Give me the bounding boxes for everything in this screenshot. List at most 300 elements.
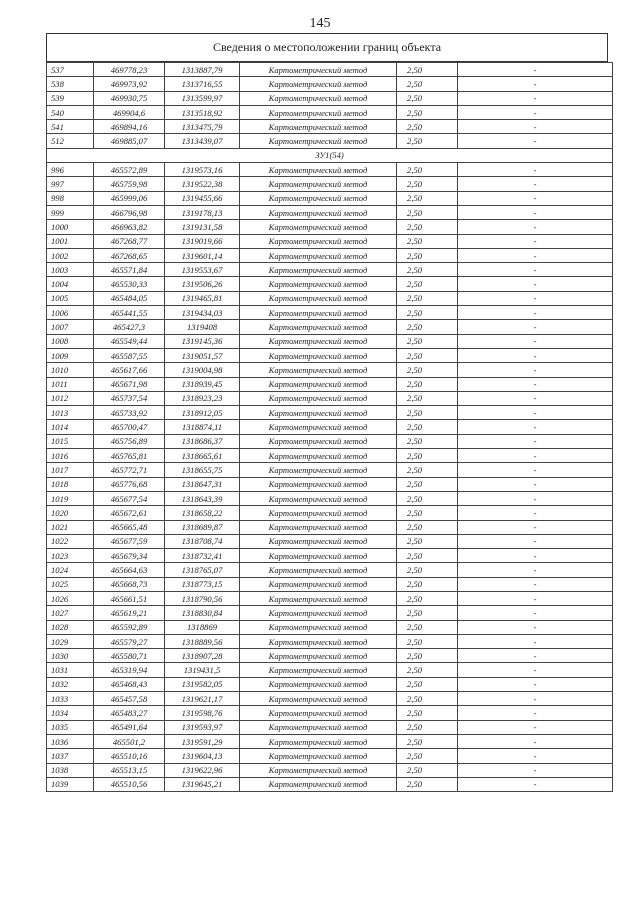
table-row <box>47 363 613 377</box>
description: - <box>458 720 613 734</box>
table-body <box>47 63 613 792</box>
description: - <box>458 491 613 505</box>
table-row <box>47 434 613 448</box>
point-number: 1028 <box>47 620 94 634</box>
table-row <box>47 663 613 677</box>
accuracy: 2,50 <box>397 506 458 520</box>
accuracy: 2,50 <box>397 291 458 305</box>
point-number: 1025 <box>47 577 94 591</box>
point-number: 1031 <box>47 663 94 677</box>
method: Картометрический метод <box>240 277 397 291</box>
coord-x: 465772,71 <box>94 463 165 477</box>
coord-y: 1318708,74 <box>165 534 240 548</box>
coord-y: 1319506,26 <box>165 277 240 291</box>
coord-x: 465661,51 <box>94 591 165 605</box>
description: - <box>458 120 613 134</box>
point-number: 1011 <box>47 377 94 391</box>
coord-y: 1319604,13 <box>165 749 240 763</box>
table-row <box>47 706 613 720</box>
table-row <box>47 234 613 248</box>
method: Картометрический метод <box>240 763 397 777</box>
method: Картометрический метод <box>240 234 397 248</box>
description: - <box>458 277 613 291</box>
method: Картометрический метод <box>240 449 397 463</box>
coord-x: 465491,64 <box>94 720 165 734</box>
point-number: 1004 <box>47 277 94 291</box>
table-row <box>47 734 613 748</box>
description: - <box>458 520 613 534</box>
point-number: 1016 <box>47 449 94 463</box>
method: Картометрический метод <box>240 406 397 420</box>
coord-y: 1318790,56 <box>165 591 240 605</box>
description: - <box>458 434 613 448</box>
coord-y: 1318686,37 <box>165 434 240 448</box>
coord-x: 469894,16 <box>94 120 165 134</box>
description: - <box>458 363 613 377</box>
method: Картометрический метод <box>240 534 397 548</box>
point-number: 1023 <box>47 549 94 563</box>
coord-y: 1319408 <box>165 320 240 334</box>
table-row <box>47 577 613 591</box>
method: Картометрический метод <box>240 105 397 119</box>
coord-x: 465619,21 <box>94 606 165 620</box>
point-number: 537 <box>47 63 94 77</box>
accuracy: 2,50 <box>397 377 458 391</box>
coord-y: 1319553,67 <box>165 263 240 277</box>
coord-x: 465468,43 <box>94 677 165 691</box>
table-row <box>47 777 613 791</box>
point-number: 1017 <box>47 463 94 477</box>
coord-y: 1319434,03 <box>165 306 240 320</box>
accuracy: 2,50 <box>397 649 458 663</box>
coord-y: 1319131,58 <box>165 220 240 234</box>
accuracy: 2,50 <box>397 591 458 605</box>
accuracy: 2,50 <box>397 348 458 362</box>
description: - <box>458 734 613 748</box>
table-row <box>47 491 613 505</box>
table-row <box>47 463 613 477</box>
table-row <box>47 406 613 420</box>
method: Картометрический метод <box>240 549 397 563</box>
description: - <box>458 606 613 620</box>
accuracy: 2,50 <box>397 420 458 434</box>
coord-x: 465501,2 <box>94 734 165 748</box>
accuracy: 2,50 <box>397 491 458 505</box>
method: Картометрический метод <box>240 263 397 277</box>
coord-y: 1318655,75 <box>165 463 240 477</box>
table-row <box>47 649 613 663</box>
description: - <box>458 177 613 191</box>
page-number: 145 <box>309 16 331 31</box>
table-row <box>47 620 613 634</box>
description: - <box>458 220 613 234</box>
coord-y: 1319591,29 <box>165 734 240 748</box>
coord-x: 465664,63 <box>94 563 165 577</box>
accuracy: 2,50 <box>397 63 458 77</box>
description: - <box>458 749 613 763</box>
coord-x: 465665,48 <box>94 520 165 534</box>
accuracy: 2,50 <box>397 577 458 591</box>
description: - <box>458 377 613 391</box>
accuracy: 2,50 <box>397 205 458 219</box>
section-label: ЗУ1(54) <box>47 148 613 162</box>
description: - <box>458 620 613 634</box>
coord-y: 1313475,79 <box>165 120 240 134</box>
coord-y: 1319019,66 <box>165 234 240 248</box>
accuracy: 2,50 <box>397 363 458 377</box>
accuracy: 2,50 <box>397 406 458 420</box>
point-number: 1000 <box>47 220 94 234</box>
table-row <box>47 534 613 548</box>
accuracy: 2,50 <box>397 692 458 706</box>
description: - <box>458 191 613 205</box>
point-number: 512 <box>47 134 94 148</box>
table-row <box>47 163 613 177</box>
coord-x: 465319,94 <box>94 663 165 677</box>
coord-y: 1319573,16 <box>165 163 240 177</box>
description: - <box>458 105 613 119</box>
accuracy: 2,50 <box>397 606 458 620</box>
coord-x: 465677,59 <box>94 534 165 548</box>
accuracy: 2,50 <box>397 263 458 277</box>
table-row <box>47 449 613 463</box>
method: Картометрический метод <box>240 706 397 720</box>
accuracy: 2,50 <box>397 763 458 777</box>
description: - <box>458 677 613 691</box>
point-number: 1002 <box>47 248 94 262</box>
accuracy: 2,50 <box>397 449 458 463</box>
method: Картометрический метод <box>240 91 397 105</box>
method: Картометрический метод <box>240 191 397 205</box>
coord-y: 1313887,79 <box>165 63 240 77</box>
accuracy: 2,50 <box>397 248 458 262</box>
point-number: 540 <box>47 105 94 119</box>
table-row <box>47 420 613 434</box>
method: Картометрический метод <box>240 291 397 305</box>
coordinates-table <box>46 62 613 792</box>
method: Картометрический метод <box>240 377 397 391</box>
method: Картометрический метод <box>240 677 397 691</box>
coord-y: 1313518,92 <box>165 105 240 119</box>
method: Картометрический метод <box>240 720 397 734</box>
table-row <box>47 291 613 305</box>
description: - <box>458 348 613 362</box>
point-number: 538 <box>47 77 94 91</box>
method: Картометрический метод <box>240 734 397 748</box>
table-row <box>47 177 613 191</box>
coord-y: 1319598,76 <box>165 706 240 720</box>
coord-x: 465733,92 <box>94 406 165 420</box>
coord-y: 1319593,97 <box>165 720 240 734</box>
table-row <box>47 334 613 348</box>
accuracy: 2,50 <box>397 777 458 791</box>
point-number: 1038 <box>47 763 94 777</box>
point-number: 1007 <box>47 320 94 334</box>
method: Картометрический метод <box>240 491 397 505</box>
coord-x: 465756,89 <box>94 434 165 448</box>
method: Картометрический метод <box>240 391 397 405</box>
description: - <box>458 391 613 405</box>
point-number: 1022 <box>47 534 94 548</box>
table-row <box>47 720 613 734</box>
coord-y: 1318889,56 <box>165 634 240 648</box>
coord-x: 465671,98 <box>94 377 165 391</box>
method: Картометрический метод <box>240 634 397 648</box>
accuracy: 2,50 <box>397 477 458 491</box>
table-row <box>47 205 613 219</box>
table-row <box>47 563 613 577</box>
description: - <box>458 534 613 548</box>
coord-y: 1319145,36 <box>165 334 240 348</box>
coord-x: 465530,33 <box>94 277 165 291</box>
accuracy: 2,50 <box>397 191 458 205</box>
accuracy: 2,50 <box>397 634 458 648</box>
accuracy: 2,50 <box>397 463 458 477</box>
coord-y: 1319582,05 <box>165 677 240 691</box>
table-row <box>47 763 613 777</box>
point-number: 1009 <box>47 348 94 362</box>
accuracy: 2,50 <box>397 320 458 334</box>
description: - <box>458 649 613 663</box>
coord-x: 467268,77 <box>94 234 165 248</box>
point-number: 997 <box>47 177 94 191</box>
description: - <box>458 777 613 791</box>
table-row <box>47 134 613 148</box>
coord-y: 1318732,41 <box>165 549 240 563</box>
accuracy: 2,50 <box>397 177 458 191</box>
description: - <box>458 248 613 262</box>
coord-y: 1318907,28 <box>165 649 240 663</box>
method: Картометрический метод <box>240 120 397 134</box>
point-number: 998 <box>47 191 94 205</box>
coord-x: 465484,05 <box>94 291 165 305</box>
description: - <box>458 205 613 219</box>
accuracy: 2,50 <box>397 391 458 405</box>
method: Картометрический метод <box>240 63 397 77</box>
method: Картометрический метод <box>240 434 397 448</box>
description: - <box>458 406 613 420</box>
section-row <box>47 148 613 162</box>
coord-y: 1319455,66 <box>165 191 240 205</box>
description: - <box>458 463 613 477</box>
coord-y: 1318689,87 <box>165 520 240 534</box>
table-row <box>47 248 613 262</box>
point-number: 1036 <box>47 734 94 748</box>
accuracy: 2,50 <box>397 663 458 677</box>
table-row <box>47 105 613 119</box>
accuracy: 2,50 <box>397 220 458 234</box>
point-number: 1014 <box>47 420 94 434</box>
coord-x: 465617,66 <box>94 363 165 377</box>
coord-x: 469973,92 <box>94 77 165 91</box>
coord-x: 465580,71 <box>94 649 165 663</box>
point-number: 996 <box>47 163 94 177</box>
coord-x: 466796,98 <box>94 205 165 219</box>
coord-y: 1319601,14 <box>165 248 240 262</box>
description: - <box>458 91 613 105</box>
table-row <box>47 320 613 334</box>
table-row <box>47 63 613 77</box>
coord-x: 465759,98 <box>94 177 165 191</box>
point-number: 1020 <box>47 506 94 520</box>
coord-y: 1319051,57 <box>165 348 240 362</box>
table-row <box>47 506 613 520</box>
coord-y: 1318939,45 <box>165 377 240 391</box>
table-row <box>47 191 613 205</box>
point-number: 1027 <box>47 606 94 620</box>
accuracy: 2,50 <box>397 706 458 720</box>
method: Картометрический метод <box>240 606 397 620</box>
coord-y: 1318643,39 <box>165 491 240 505</box>
description: - <box>458 420 613 434</box>
accuracy: 2,50 <box>397 720 458 734</box>
table-row <box>47 549 613 563</box>
description: - <box>458 63 613 77</box>
point-number: 1010 <box>47 363 94 377</box>
accuracy: 2,50 <box>397 91 458 105</box>
coord-x: 465572,89 <box>94 163 165 177</box>
coord-y: 1318923,23 <box>165 391 240 405</box>
point-number: 1039 <box>47 777 94 791</box>
coord-y: 1318912,05 <box>165 406 240 420</box>
description: - <box>458 549 613 563</box>
coord-x: 469904,6 <box>94 105 165 119</box>
point-number: 1021 <box>47 520 94 534</box>
point-number: 1015 <box>47 434 94 448</box>
table-row <box>47 520 613 534</box>
coord-x: 465737,54 <box>94 391 165 405</box>
coord-x: 465668,73 <box>94 577 165 591</box>
table-row <box>47 306 613 320</box>
accuracy: 2,50 <box>397 563 458 577</box>
description: - <box>458 577 613 591</box>
table-row <box>47 377 613 391</box>
accuracy: 2,50 <box>397 549 458 563</box>
table-row <box>47 591 613 605</box>
table-row <box>47 749 613 763</box>
point-number: 1018 <box>47 477 94 491</box>
description: - <box>458 634 613 648</box>
coord-y: 1313599,97 <box>165 91 240 105</box>
coord-y: 1319522,38 <box>165 177 240 191</box>
accuracy: 2,50 <box>397 277 458 291</box>
accuracy: 2,50 <box>397 734 458 748</box>
coord-y: 1319622,96 <box>165 763 240 777</box>
coord-x: 465999,06 <box>94 191 165 205</box>
coord-x: 465441,55 <box>94 306 165 320</box>
point-number: 1030 <box>47 649 94 663</box>
method: Картометрический метод <box>240 477 397 491</box>
description: - <box>458 263 613 277</box>
point-number: 1029 <box>47 634 94 648</box>
coord-x: 465510,56 <box>94 777 165 791</box>
point-number: 1005 <box>47 291 94 305</box>
point-number: 999 <box>47 205 94 219</box>
point-number: 539 <box>47 91 94 105</box>
accuracy: 2,50 <box>397 434 458 448</box>
coord-x: 465513,15 <box>94 763 165 777</box>
coord-y: 1318830,84 <box>165 606 240 620</box>
accuracy: 2,50 <box>397 77 458 91</box>
description: - <box>458 163 613 177</box>
coord-y: 1319621,17 <box>165 692 240 706</box>
coord-x: 469885,07 <box>94 134 165 148</box>
method: Картометрический метод <box>240 248 397 262</box>
coord-y: 1313716,55 <box>165 77 240 91</box>
coord-x: 469930,75 <box>94 91 165 105</box>
method: Картометрический метод <box>240 506 397 520</box>
method: Картометрический метод <box>240 220 397 234</box>
coord-y: 1318647,31 <box>165 477 240 491</box>
description: - <box>458 306 613 320</box>
description: - <box>458 591 613 605</box>
table-header: Сведения о местоположении границ объекта <box>46 33 608 62</box>
method: Картометрический метод <box>240 420 397 434</box>
point-number: 1035 <box>47 720 94 734</box>
coord-x: 465457,58 <box>94 692 165 706</box>
description: - <box>458 234 613 248</box>
point-number: 1001 <box>47 234 94 248</box>
coord-x: 466963,82 <box>94 220 165 234</box>
method: Картометрический метод <box>240 205 397 219</box>
coord-x: 465592,89 <box>94 620 165 634</box>
method: Картометрический метод <box>240 348 397 362</box>
method: Картометрический метод <box>240 663 397 677</box>
accuracy: 2,50 <box>397 749 458 763</box>
description: - <box>458 506 613 520</box>
table-row <box>47 692 613 706</box>
table-row <box>47 477 613 491</box>
coord-x: 465672,61 <box>94 506 165 520</box>
accuracy: 2,50 <box>397 134 458 148</box>
method: Картометрический метод <box>240 77 397 91</box>
point-number: 1003 <box>47 263 94 277</box>
coord-x: 469778,23 <box>94 63 165 77</box>
point-number: 1033 <box>47 692 94 706</box>
description: - <box>458 77 613 91</box>
coord-y: 1318773,15 <box>165 577 240 591</box>
coord-y: 1319645,21 <box>165 777 240 791</box>
description: - <box>458 763 613 777</box>
table-row <box>47 606 613 620</box>
accuracy: 2,50 <box>397 677 458 691</box>
coord-x: 465776,68 <box>94 477 165 491</box>
coord-x: 465700,47 <box>94 420 165 434</box>
accuracy: 2,50 <box>397 334 458 348</box>
coord-y: 1319465,81 <box>165 291 240 305</box>
point-number: 1024 <box>47 563 94 577</box>
coord-x: 465510,16 <box>94 749 165 763</box>
description: - <box>458 706 613 720</box>
method: Картометрический метод <box>240 134 397 148</box>
accuracy: 2,50 <box>397 120 458 134</box>
description: - <box>458 663 613 677</box>
method: Картометрический метод <box>240 306 397 320</box>
description: - <box>458 563 613 577</box>
coord-y: 1318658,22 <box>165 506 240 520</box>
table-row <box>47 634 613 648</box>
point-number: 1019 <box>47 491 94 505</box>
point-number: 1032 <box>47 677 94 691</box>
method: Картометрический метод <box>240 320 397 334</box>
table-row <box>47 348 613 362</box>
coord-x: 465679,34 <box>94 549 165 563</box>
method: Картометрический метод <box>240 777 397 791</box>
coord-x: 465427,3 <box>94 320 165 334</box>
description: - <box>458 477 613 491</box>
coord-x: 465765,81 <box>94 449 165 463</box>
accuracy: 2,50 <box>397 620 458 634</box>
